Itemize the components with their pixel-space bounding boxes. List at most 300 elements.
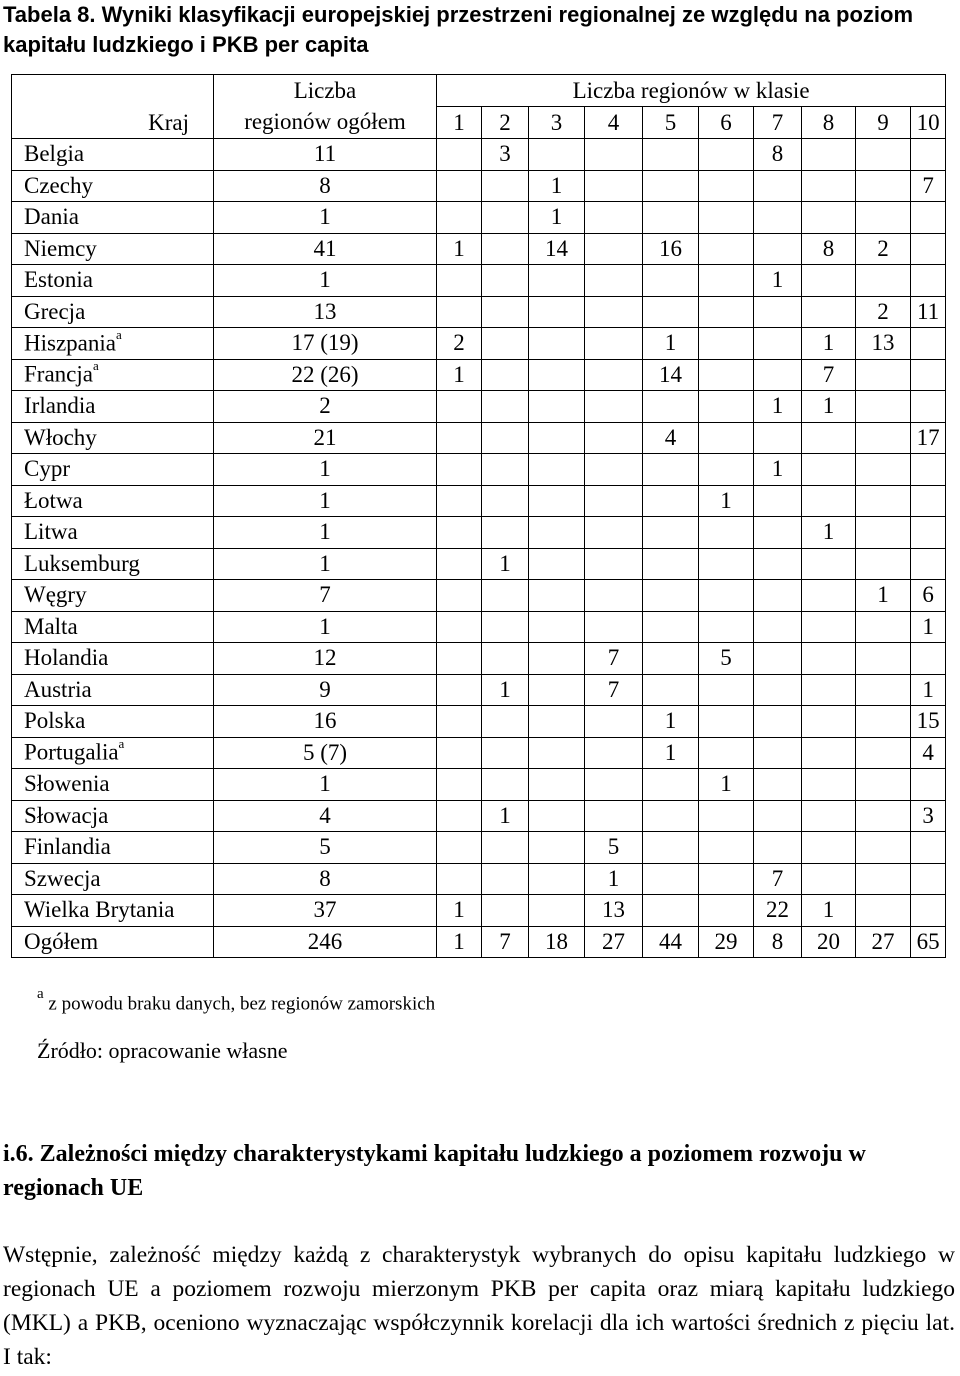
class-4-cell — [585, 265, 643, 297]
class-3-cell: 14 — [529, 233, 585, 265]
class-1-cell: 1 — [437, 359, 482, 391]
header-class-10: 10 — [911, 107, 946, 139]
country-cell — [12, 706, 214, 738]
class-4-cell — [585, 737, 643, 769]
table-row — [12, 202, 946, 234]
country-name: Wielka Brytania — [24, 897, 175, 923]
class-2-cell — [482, 391, 529, 423]
body-paragraph: Wstępnie, zależność między każdą z charakterystyk wybranych do opisu kapitału ludzkiego w regionach UE a poziomem rozwoju mierzonym PKB per capita oraz miarą kapitału ludzkiego (MKL) a PKB, oceniono wyznaczając współczynnik korelacji dla ich wartości średnich z pięciu lat. I tak: — [3, 1242, 955, 1370]
class-3-cell — [529, 485, 585, 517]
country-name: Grecja — [24, 298, 86, 324]
class-7-cell — [754, 296, 802, 328]
country-name: Ogółem — [24, 928, 99, 954]
table-row — [12, 328, 946, 360]
class-3-cell — [529, 737, 585, 769]
class-7-cell: 1 — [754, 454, 802, 486]
class-7-cell: 22 — [754, 895, 802, 927]
country-cell — [12, 863, 214, 895]
class-8-cell: 1 — [802, 328, 856, 360]
class-10-cell: 17 — [911, 422, 946, 454]
class-6-cell — [699, 328, 754, 360]
table-row — [12, 139, 946, 171]
table-body — [12, 75, 946, 958]
class-2-cell: 7 — [482, 926, 529, 958]
class-2-cell — [482, 422, 529, 454]
class-6-cell — [699, 674, 754, 706]
class-5-cell — [643, 391, 699, 423]
class-2-cell — [482, 170, 529, 202]
class-10-cell: 6 — [911, 580, 946, 612]
country-cell — [12, 895, 214, 927]
total-cell: 21 — [214, 422, 437, 454]
country-name: Słowenia — [24, 771, 110, 797]
total-cell: 1 — [214, 265, 437, 297]
total-cell: 5 (7) — [214, 737, 437, 769]
class-1-cell — [437, 643, 482, 675]
class-7-cell — [754, 674, 802, 706]
class-1-cell — [437, 580, 482, 612]
country-cell — [12, 391, 214, 423]
header-total-line2: regionów ogółem — [214, 107, 437, 139]
class-2-cell — [482, 580, 529, 612]
class-1-cell: 1 — [437, 895, 482, 927]
class-8-cell — [802, 737, 856, 769]
class-3-cell — [529, 800, 585, 832]
class-4-cell — [585, 454, 643, 486]
class-3-cell — [529, 706, 585, 738]
country-name: Finlandia — [24, 834, 111, 860]
class-2-cell — [482, 517, 529, 549]
class-4-cell — [585, 422, 643, 454]
class-6-cell — [699, 580, 754, 612]
class-1-cell: 1 — [437, 926, 482, 958]
class-9-cell — [856, 139, 911, 171]
class-1-cell — [437, 800, 482, 832]
class-10-cell — [911, 202, 946, 234]
class-4-cell: 1 — [585, 863, 643, 895]
class-9-cell — [856, 548, 911, 580]
class-8-cell — [802, 706, 856, 738]
class-2-cell — [482, 863, 529, 895]
class-2-cell — [482, 611, 529, 643]
total-cell: 41 — [214, 233, 437, 265]
total-cell: 8 — [214, 863, 437, 895]
table-row — [12, 800, 946, 832]
country-cell — [12, 454, 214, 486]
class-2-cell — [482, 643, 529, 675]
class-8-cell — [802, 580, 856, 612]
country-cell — [12, 580, 214, 612]
header-row-1 — [12, 75, 946, 107]
class-6-cell — [699, 454, 754, 486]
class-5-cell — [643, 202, 699, 234]
header-classes-label: Liczba regionów w klasie — [437, 75, 946, 107]
class-7-cell: 1 — [754, 391, 802, 423]
class-10-cell — [911, 391, 946, 423]
class-5-cell: 4 — [643, 422, 699, 454]
class-5-cell: 1 — [643, 328, 699, 360]
total-cell: 1 — [214, 769, 437, 801]
class-5-cell — [643, 454, 699, 486]
country-footnote-marker: a — [115, 326, 122, 342]
class-7-cell: 8 — [754, 139, 802, 171]
class-8-cell: 20 — [802, 926, 856, 958]
total-cell: 12 — [214, 643, 437, 675]
class-10-cell — [911, 485, 946, 517]
class-7-cell: 7 — [754, 863, 802, 895]
footnote-text: z powodu braku danych, bez regionów zamorskich — [43, 993, 436, 1015]
country-name: Portugalia — [24, 740, 119, 766]
header-class-5: 5 — [643, 107, 699, 139]
class-4-cell — [585, 548, 643, 580]
country-cell — [12, 611, 214, 643]
total-cell: 9 — [214, 674, 437, 706]
class-10-cell — [911, 359, 946, 391]
class-8-cell: 1 — [802, 895, 856, 927]
class-4-cell: 27 — [585, 926, 643, 958]
country-cell — [12, 265, 214, 297]
class-8-cell — [802, 139, 856, 171]
table-row — [12, 265, 946, 297]
class-3-cell — [529, 863, 585, 895]
class-1-cell — [437, 863, 482, 895]
table-row — [12, 895, 946, 927]
class-7-cell — [754, 548, 802, 580]
class-9-cell — [856, 863, 911, 895]
class-6-cell: 1 — [699, 485, 754, 517]
class-9-cell — [856, 674, 911, 706]
class-10-cell: 1 — [911, 611, 946, 643]
class-7-cell — [754, 769, 802, 801]
table-row — [12, 391, 946, 423]
total-cell: 5 — [214, 832, 437, 864]
table-row — [12, 170, 946, 202]
class-4-cell — [585, 233, 643, 265]
class-7-cell — [754, 170, 802, 202]
class-4-cell — [585, 328, 643, 360]
class-5-cell — [643, 643, 699, 675]
class-6-cell — [699, 832, 754, 864]
class-5-cell — [643, 548, 699, 580]
class-1-cell — [437, 391, 482, 423]
class-9-cell — [856, 611, 911, 643]
total-cell: 8 — [214, 170, 437, 202]
class-6-cell: 29 — [699, 926, 754, 958]
class-2-cell — [482, 769, 529, 801]
class-1-cell: 2 — [437, 328, 482, 360]
country-cell — [12, 202, 214, 234]
class-8-cell: 7 — [802, 359, 856, 391]
country-name: Irlandia — [24, 393, 96, 419]
country-name: Holandia — [24, 645, 109, 671]
class-7-cell — [754, 800, 802, 832]
total-cell: 7 — [214, 580, 437, 612]
class-5-cell — [643, 580, 699, 612]
class-3-cell — [529, 296, 585, 328]
class-8-cell — [802, 485, 856, 517]
class-5-cell: 1 — [643, 737, 699, 769]
country-cell — [12, 548, 214, 580]
table-row — [12, 454, 946, 486]
class-2-cell — [482, 454, 529, 486]
class-10-cell — [911, 454, 946, 486]
header-class-9: 9 — [856, 107, 911, 139]
country-name: Polska — [24, 708, 86, 734]
class-8-cell — [802, 454, 856, 486]
class-9-cell: 1 — [856, 580, 911, 612]
header-class-7: 7 — [754, 107, 802, 139]
country-cell — [12, 328, 214, 360]
table-row — [12, 643, 946, 675]
class-6-cell: 1 — [699, 769, 754, 801]
table-row — [12, 706, 946, 738]
class-1-cell — [437, 674, 482, 706]
class-10-cell — [911, 233, 946, 265]
country-cell — [12, 926, 214, 958]
class-9-cell — [856, 895, 911, 927]
country-name: Luksemburg — [24, 550, 140, 576]
class-8-cell — [802, 832, 856, 864]
country-name: Belgia — [24, 141, 85, 167]
class-5-cell — [643, 296, 699, 328]
class-10-cell: 15 — [911, 706, 946, 738]
country-cell — [12, 800, 214, 832]
country-cell — [12, 769, 214, 801]
total-cell: 17 (19) — [214, 328, 437, 360]
table-footnote — [37, 986, 436, 1015]
class-6-cell — [699, 170, 754, 202]
country-name: Francja — [24, 362, 93, 388]
class-7-cell — [754, 202, 802, 234]
class-9-cell — [856, 422, 911, 454]
class-5-cell — [643, 674, 699, 706]
total-cell: 13 — [214, 296, 437, 328]
class-2-cell — [482, 706, 529, 738]
class-4-cell — [585, 359, 643, 391]
country-name: Łotwa — [24, 487, 83, 513]
table-source: Źródło: opracowanie własne — [37, 1038, 288, 1063]
class-8-cell: 1 — [802, 517, 856, 549]
total-cell: 2 — [214, 391, 437, 423]
header-total-line1: Liczba — [214, 75, 437, 107]
class-7-cell — [754, 485, 802, 517]
class-5-cell: 16 — [643, 233, 699, 265]
class-5-cell — [643, 769, 699, 801]
class-3-cell — [529, 895, 585, 927]
class-2-cell — [482, 233, 529, 265]
country-name: Włochy — [24, 424, 97, 450]
country-name: Malta — [24, 613, 78, 639]
class-9-cell — [856, 202, 911, 234]
class-2-cell — [482, 202, 529, 234]
class-7-cell — [754, 517, 802, 549]
class-6-cell: 5 — [699, 643, 754, 675]
class-6-cell — [699, 895, 754, 927]
class-5-cell: 14 — [643, 359, 699, 391]
class-2-cell — [482, 485, 529, 517]
total-cell: 22 (26) — [214, 359, 437, 391]
class-9-cell — [856, 170, 911, 202]
class-7-cell — [754, 611, 802, 643]
country-footnote-marker: a — [92, 358, 99, 374]
header-kraj: Kraj — [12, 75, 214, 139]
class-5-cell — [643, 517, 699, 549]
class-8-cell — [802, 202, 856, 234]
table-row — [12, 769, 946, 801]
country-name: Dania — [24, 204, 79, 230]
class-6-cell — [699, 202, 754, 234]
table-row — [12, 233, 946, 265]
class-7-cell — [754, 580, 802, 612]
class-2-cell: 1 — [482, 548, 529, 580]
class-3-cell — [529, 139, 585, 171]
total-cell: 1 — [214, 202, 437, 234]
country-name: Słowacja — [24, 802, 109, 828]
table-caption: Tabela 8. Wyniki klasyfikacji europejskiej przestrzeni regionalnej ze względu na poziom kapitału ludzkiego i PKB per capita — [3, 2, 914, 57]
country-cell — [12, 737, 214, 769]
class-10-cell: 3 — [911, 800, 946, 832]
country-name: Hiszpania — [24, 330, 116, 356]
class-8-cell — [802, 674, 856, 706]
class-3-cell — [529, 359, 585, 391]
class-3-cell: 18 — [529, 926, 585, 958]
table-row — [12, 548, 946, 580]
class-5-cell: 1 — [643, 706, 699, 738]
country-cell — [12, 517, 214, 549]
class-9-cell — [856, 706, 911, 738]
class-8-cell — [802, 170, 856, 202]
class-6-cell — [699, 517, 754, 549]
class-1-cell — [437, 485, 482, 517]
class-8-cell: 1 — [802, 391, 856, 423]
class-6-cell — [699, 139, 754, 171]
class-6-cell — [699, 359, 754, 391]
total-cell: 1 — [214, 517, 437, 549]
class-10-cell — [911, 265, 946, 297]
class-2-cell — [482, 265, 529, 297]
total-cell: 1 — [214, 548, 437, 580]
class-9-cell — [856, 769, 911, 801]
class-10-cell — [911, 643, 946, 675]
class-5-cell — [643, 863, 699, 895]
class-7-cell — [754, 422, 802, 454]
class-3-cell: 1 — [529, 170, 585, 202]
class-5-cell — [643, 800, 699, 832]
table-row — [12, 832, 946, 864]
class-10-cell: 4 — [911, 737, 946, 769]
class-9-cell — [856, 832, 911, 864]
class-7-cell — [754, 643, 802, 675]
class-7-cell — [754, 233, 802, 265]
class-1-cell — [437, 422, 482, 454]
class-7-cell — [754, 737, 802, 769]
class-9-cell — [856, 800, 911, 832]
class-2-cell — [482, 359, 529, 391]
total-cell: 1 — [214, 611, 437, 643]
class-7-cell — [754, 359, 802, 391]
class-8-cell — [802, 800, 856, 832]
country-name: Niemcy — [24, 235, 97, 261]
class-4-cell: 5 — [585, 832, 643, 864]
class-4-cell — [585, 485, 643, 517]
total-cell: 11 — [214, 139, 437, 171]
class-1-cell — [437, 548, 482, 580]
country-name: Szwecja — [24, 865, 101, 891]
class-6-cell — [699, 391, 754, 423]
class-1-cell — [437, 832, 482, 864]
table-row — [12, 580, 946, 612]
class-3-cell — [529, 391, 585, 423]
country-cell — [12, 674, 214, 706]
class-5-cell — [643, 139, 699, 171]
class-9-cell — [856, 391, 911, 423]
class-7-cell — [754, 328, 802, 360]
class-10-cell — [911, 769, 946, 801]
class-9-cell — [856, 643, 911, 675]
header-class-6: 6 — [699, 107, 754, 139]
total-cell: 37 — [214, 895, 437, 927]
class-6-cell — [699, 706, 754, 738]
class-6-cell — [699, 800, 754, 832]
class-4-cell — [585, 170, 643, 202]
class-6-cell — [699, 611, 754, 643]
country-name: Litwa — [24, 519, 78, 545]
table-row — [12, 926, 946, 958]
header-class-8: 8 — [802, 107, 856, 139]
class-3-cell — [529, 454, 585, 486]
class-4-cell — [585, 800, 643, 832]
table-row — [12, 611, 946, 643]
class-1-cell — [437, 202, 482, 234]
class-2-cell — [482, 296, 529, 328]
class-8-cell — [802, 863, 856, 895]
country-cell — [12, 170, 214, 202]
total-cell: 246 — [214, 926, 437, 958]
class-8-cell — [802, 422, 856, 454]
table-row — [12, 517, 946, 549]
class-2-cell — [482, 832, 529, 864]
class-9-cell — [856, 265, 911, 297]
class-3-cell — [529, 328, 585, 360]
total-cell: 1 — [214, 485, 437, 517]
class-2-cell: 3 — [482, 139, 529, 171]
country-cell — [12, 139, 214, 171]
country-footnote-marker: a — [118, 736, 125, 752]
class-10-cell: 1 — [911, 674, 946, 706]
class-5-cell — [643, 170, 699, 202]
table-row — [12, 674, 946, 706]
class-1-cell — [437, 706, 482, 738]
class-3-cell — [529, 517, 585, 549]
class-8-cell — [802, 265, 856, 297]
class-5-cell: 44 — [643, 926, 699, 958]
class-9-cell: 27 — [856, 926, 911, 958]
class-9-cell — [856, 737, 911, 769]
class-10-cell — [911, 548, 946, 580]
country-cell — [12, 643, 214, 675]
class-1-cell — [437, 769, 482, 801]
class-10-cell — [911, 832, 946, 864]
class-2-cell — [482, 895, 529, 927]
country-name: Austria — [24, 676, 92, 702]
class-8-cell — [802, 769, 856, 801]
class-3-cell — [529, 769, 585, 801]
class-3-cell — [529, 832, 585, 864]
table-row — [12, 296, 946, 328]
class-6-cell — [699, 296, 754, 328]
class-3-cell — [529, 548, 585, 580]
total-cell: 4 — [214, 800, 437, 832]
